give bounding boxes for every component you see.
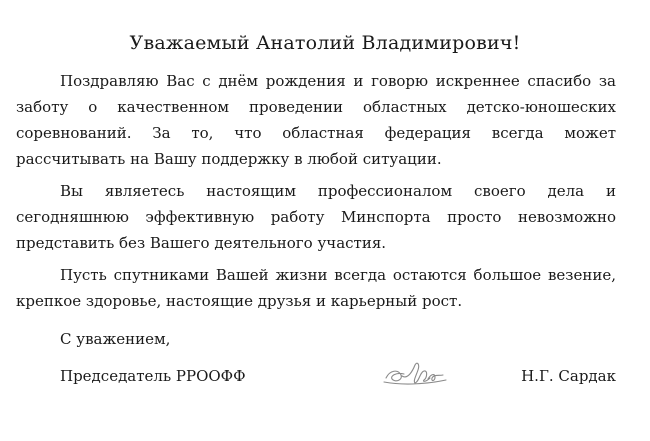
paragraph-congratulation: Поздравляю Вас с днём рождения и говорю искреннее спасибо за заботу о качественном проведении областных детско-юношеских соревнований. За то, что областная федерация всегда может рассчитывать на Вашу поддержку в любой ситуации. (16, 72, 616, 168)
signer-title: Председатель РРООФФ (60, 367, 246, 385)
paragraph-professional: Вы являетесь настоящим профессионалом своего дела и сегодняшнюю эффективную работу Минспорта просто невозможно представить без Вашего деятельного участия. (16, 182, 616, 252)
paragraph-wishes: Пусть спутниками Вашей жизни всегда остаются большое везение, крепкое здоровье, настоящие друзья и карьерный рост. (16, 266, 616, 310)
closing-phrase: С уважением, (60, 330, 171, 348)
signer-name: Н.Г. Сардак (521, 367, 616, 385)
handwritten-signature (382, 358, 450, 390)
signature-block (60, 363, 616, 393)
salutation-heading: Уважаемый Анатолий Владимирович! (129, 32, 521, 54)
